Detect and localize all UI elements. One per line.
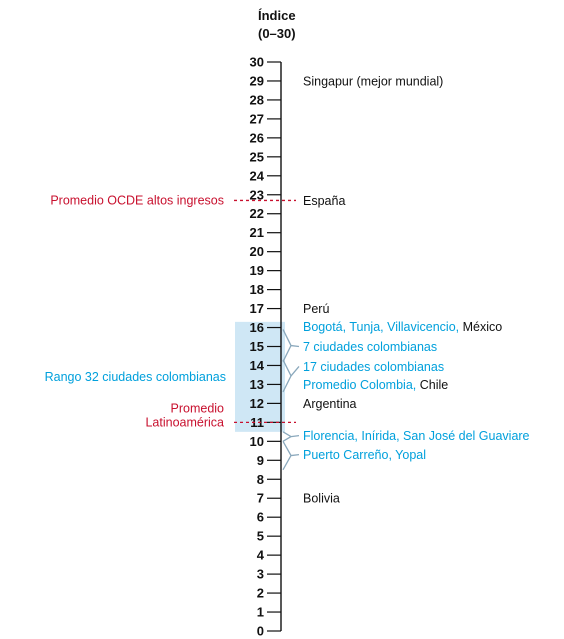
tick-label: 19 bbox=[249, 263, 264, 279]
entry-label-part: 7 ciudades colombianas bbox=[303, 340, 438, 354]
connector-line bbox=[283, 360, 299, 392]
tick-label: 2 bbox=[256, 585, 264, 601]
entry-label bbox=[303, 448, 426, 462]
tick-label: 18 bbox=[249, 282, 264, 298]
reference-label: Promedio bbox=[170, 401, 224, 416]
tick-label: 28 bbox=[249, 92, 264, 108]
tick-label: 6 bbox=[256, 509, 264, 525]
tick-label: 14 bbox=[249, 357, 264, 373]
entry-label bbox=[303, 429, 530, 443]
tick-label: 27 bbox=[249, 111, 264, 127]
entry-label-part: Bogotá, Tunja, Villavicencio, bbox=[303, 320, 463, 335]
entry-label-part: España bbox=[303, 193, 346, 208]
entry-label-part: Bolivia bbox=[303, 491, 340, 506]
tick-label: 5 bbox=[256, 528, 264, 544]
entry-label bbox=[303, 397, 357, 411]
tick-label: 9 bbox=[256, 452, 264, 468]
tick-label: 25 bbox=[249, 149, 264, 165]
range-band-label: Rango 32 ciudades colombianas bbox=[44, 369, 226, 384]
tick-label: 0 bbox=[256, 623, 264, 639]
tick-label: 22 bbox=[249, 206, 264, 222]
tick-label: 30 bbox=[249, 54, 264, 70]
entry-label bbox=[303, 74, 443, 88]
connector-line bbox=[283, 329, 299, 361]
entry-label bbox=[303, 320, 502, 334]
entry-label-part: Argentina bbox=[303, 396, 357, 411]
entry-label-part: Puerto Carreño, Yopal bbox=[303, 448, 427, 463]
entry-label bbox=[303, 360, 444, 374]
tick-label: 20 bbox=[249, 244, 264, 260]
tick-label: 29 bbox=[249, 73, 264, 89]
entry-label bbox=[303, 194, 345, 208]
entry-label bbox=[303, 302, 329, 316]
entry-label-part: Chile bbox=[419, 377, 449, 392]
reference-label: Promedio OCDE altos ingresos bbox=[50, 193, 224, 208]
tick-label: 10 bbox=[249, 433, 264, 449]
tick-label: 24 bbox=[249, 168, 264, 184]
entry-label bbox=[303, 378, 448, 392]
chart-title: Índice bbox=[258, 8, 296, 23]
tick-label: 13 bbox=[249, 376, 264, 392]
tick-label: 12 bbox=[249, 395, 264, 411]
entry-label-part: México bbox=[462, 320, 503, 335]
reference-label: Latinoamérica bbox=[145, 415, 224, 430]
tick-label: 4 bbox=[256, 547, 264, 563]
tick-label: 15 bbox=[249, 339, 264, 354]
connector-line bbox=[283, 441, 299, 469]
tick-label: 16 bbox=[249, 320, 264, 336]
tick-label: 3 bbox=[256, 566, 264, 582]
tick-label: 11 bbox=[250, 414, 264, 430]
tick-label: 23 bbox=[249, 187, 264, 203]
entry-label-part: Florencia, Inírida, San José del Guaviare bbox=[303, 429, 530, 444]
tick-label: 8 bbox=[256, 471, 264, 487]
entry-label bbox=[303, 340, 437, 354]
entry-label bbox=[303, 492, 340, 506]
tick-label: 7 bbox=[256, 490, 264, 506]
chart-subtitle: (0–30) bbox=[258, 26, 296, 41]
entry-label-part: Promedio Colombia, bbox=[303, 377, 420, 392]
tick-label: 1 bbox=[256, 604, 264, 620]
entry-label-part: Singapur (mejor mundial) bbox=[303, 74, 444, 89]
tick-label: 21 bbox=[249, 225, 264, 241]
tick-label: 26 bbox=[249, 130, 264, 146]
entry-label-part: 17 ciudades colombianas bbox=[303, 359, 445, 374]
connector-line bbox=[283, 432, 299, 441]
tick-label: 17 bbox=[249, 301, 264, 317]
entry-label-part: Perú bbox=[303, 302, 330, 317]
